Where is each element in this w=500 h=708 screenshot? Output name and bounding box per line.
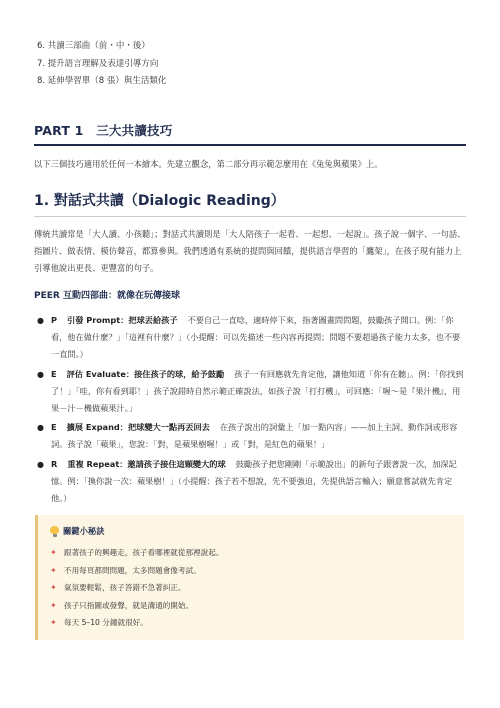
section-dialogic-reading [34, 190, 466, 277]
part-1-section [34, 121, 466, 170]
peer-step-text: 在孩子說出的詞彙上「加一點內容」——加上主詞、動作詞或形容詞。孩子說「蘋果」，您說：「對，是蘋果樹喔！」或「對，是紅色的蘋果！」 [51, 422, 458, 449]
peer-step-name: 擴展 Expand：把球變大一點再丟回去 [66, 422, 210, 432]
tip-item [50, 544, 454, 562]
part-title: PART 1 三大共讀技巧 [34, 123, 173, 138]
peer-letter: R [51, 458, 58, 469]
peer-letter: E [51, 422, 57, 432]
tips-box [35, 515, 464, 640]
section-paragraph: 傳統共讀常是「大人讀、小孩聽」；對話式共讀則是「大人陪孩子一起看、一起想、一起說」。孩子說一個字、一句話、指圖片、做表情、模仿聲音，都算參與。我們透過有系統的提問與回饋，提供語言學習的「鷹架」，在孩子現有能力上引導他說出更長、更豐富的句子。 [34, 229, 466, 273]
sparkle-icon: ✦ [50, 565, 57, 575]
toc-item: 6. 共讀三部曲（前・中・後） [37, 41, 150, 51]
peer-step-name: 重複 Repeat：邀請孩子接住這顆變大的球 [67, 458, 226, 469]
peer-list [37, 312, 465, 509]
sparkle-icon: ✦ [50, 600, 57, 610]
bullet-icon: ● [37, 423, 44, 432]
sparkle-icon: ✦ [50, 548, 57, 557]
tip-item [50, 562, 454, 580]
lightbulb-icon [50, 526, 59, 537]
tip-item [50, 597, 454, 615]
tip-text: 孩子只指圖或發聲，就是溝通的開始。 [64, 600, 194, 610]
section-divider [34, 216, 466, 217]
peer-step-text: 孩子一有回應就先肯定他，讓他知道「你有在聽」。例：「你找到了！」「哇，你有看到耶！」孩子說錯時自然示範正確說法，如孩子說「打打機」，可回應：「喔～是『果汁機』，用果－汁－機做蘋果汁。」 [51, 368, 464, 413]
tip-item [50, 579, 454, 597]
toc-list [37, 38, 457, 91]
tip-item [50, 614, 454, 632]
part-divider [34, 144, 466, 146]
tip-text: 跟著孩子的興趣走，孩子看哪裡就從那裡說起。 [64, 548, 224, 557]
peer-title: PEER 互動四部曲：就像在玩傳接球 [34, 291, 180, 301]
part-intro: 以下三個技巧適用於任何一本繪本。先建立觀念，第二部分再示範怎麼用在《兔兔與蘋果》上。 [34, 159, 383, 169]
list-item [37, 366, 465, 417]
bullet-icon: ● [37, 369, 44, 379]
tips-list [50, 544, 454, 632]
peer-step-name: 評估 Evaluate：接住孩子的球，給予鼓勵 [66, 368, 225, 379]
tip-text: 不用每頁都問問題，太多問題會像考試。 [64, 565, 201, 575]
tip-text: 氣氛要輕鬆，孩子答錯不急著糾正。 [64, 583, 186, 592]
toc-item: 8. 延伸學習單（8 張）與生活類化 [37, 76, 167, 86]
list-item [37, 456, 465, 507]
sparkle-icon: ✦ [50, 583, 57, 592]
peer-heading-block [34, 288, 466, 301]
list-item [37, 312, 465, 363]
tips-title: 關鍵小秘訣 [63, 526, 105, 536]
peer-letter: P [51, 315, 58, 325]
toc-item: 7. 提升語言理解及表達引導方向 [37, 58, 159, 69]
bullet-icon: ● [37, 316, 44, 325]
bullet-icon: ● [37, 459, 44, 469]
tip-text: 每天 5–10 分鐘就很好。 [64, 618, 148, 627]
section-title: 1. 對話式共讀（Dialogic Reading） [34, 193, 285, 209]
tips-heading [50, 525, 454, 537]
sparkle-icon: ✦ [50, 618, 57, 627]
peer-step-text: 不要自己一直唸，適時停下來，指著圖畫問問題，鼓勵孩子開口。例：「你看，他在做什麼？」「這裡有什麼？」（小提醒：可以先描述一些內容再提問；問題不要超過孩子能力太多，也不要一直問。） [51, 315, 461, 359]
peer-step-text: 鼓勵孩子把您剛剛「示範說出」的新句子跟著說一次，加深記憶。例：「換你說一次：蘋果樹！」（小提醒：孩子若不想說，先不要強迫，先提供語言輸入；願意嘗試就先肯定他。） [51, 458, 457, 503]
peer-step-name: 引發 Prompt：把球丟給孩子 [67, 315, 178, 325]
list-item [37, 419, 465, 453]
peer-letter: E [51, 368, 57, 379]
